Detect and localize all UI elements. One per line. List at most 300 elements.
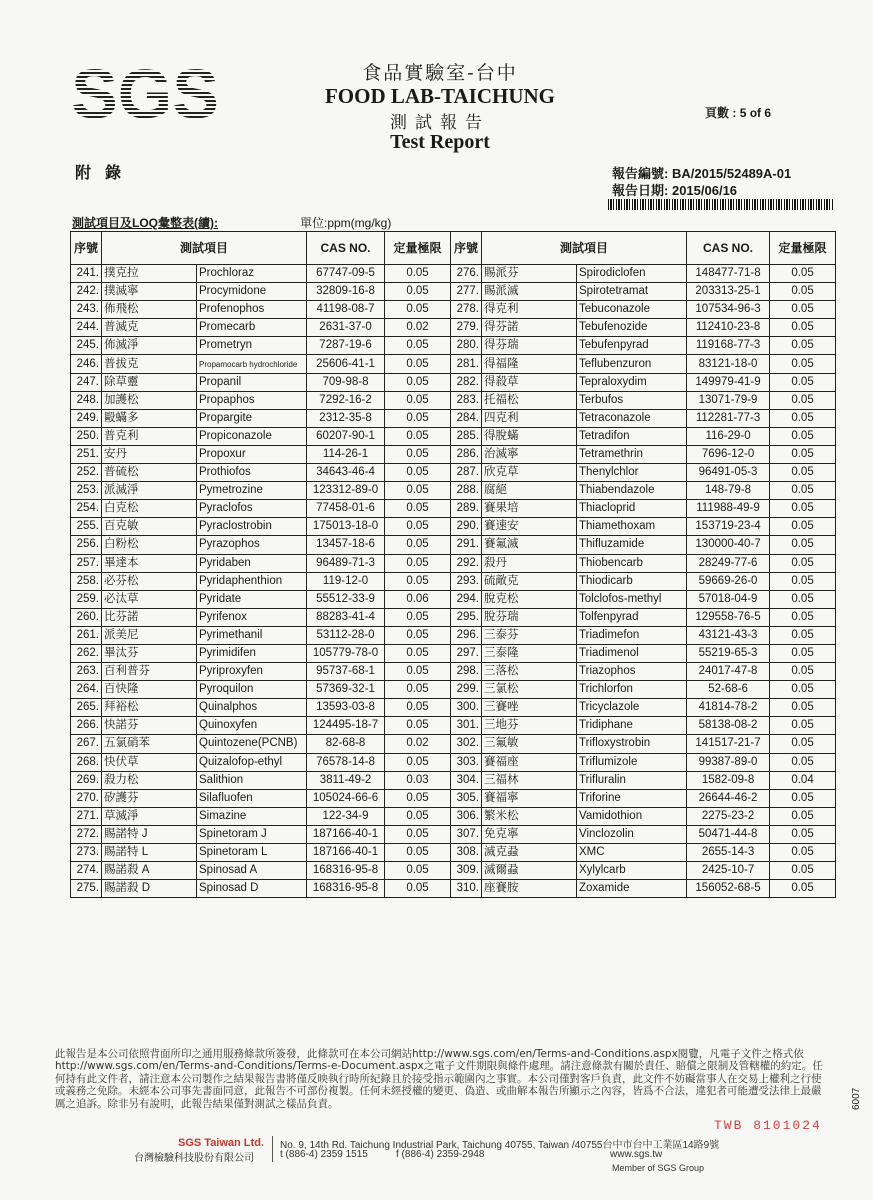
loq-value: 0.05 [770,572,836,590]
item-name-en: Propanil [197,373,307,391]
cas-number: 25606-41-1 [307,355,385,373]
item-name-en: Spirodiclofen [577,265,687,283]
item-name-zh: 賜諾殺 A [102,862,197,880]
cas-number: 57369-32-1 [307,681,385,699]
table-row [71,500,836,518]
item-number: 278. [451,301,482,319]
loq-value: 0.05 [385,337,451,355]
item-name-zh: 三賽唑 [482,699,577,717]
loq-value: 0.05 [385,391,451,409]
report-title-en: Test Report [390,131,490,153]
cas-number: 13457-18-6 [307,536,385,554]
loq-value: 0.05 [385,644,451,662]
item-number: 306. [451,807,482,825]
item-number: 286. [451,445,482,463]
page-number: 頁數 : 5 of 6 [705,106,772,120]
loq-value: 0.05 [770,825,836,843]
item-name-zh: 賜諾特 J [102,825,197,843]
table-row [71,681,836,699]
loq-value: 0.05 [770,373,836,391]
cas-number: 41198-08-7 [307,301,385,319]
item-name-zh: 得克利 [482,301,577,319]
item-number: 309. [451,862,482,880]
item-name-en: Terbufos [577,391,687,409]
item-number: 261. [71,626,102,644]
item-name-en: Pyroquilon [197,681,307,699]
loq-value: 0.05 [770,590,836,608]
item-number: 263. [71,663,102,681]
table-row [71,337,836,355]
item-number: 292. [451,554,482,572]
header-item: 測試項目 [102,232,307,265]
item-name-zh: 得芬諾 [482,319,577,337]
item-number: 254. [71,500,102,518]
item-name-zh: 撲克拉 [102,265,197,283]
item-number: 280. [451,337,482,355]
item-number: 294. [451,590,482,608]
item-name-zh: 白克松 [102,500,197,518]
item-name-zh: 賜派滅 [482,283,577,301]
item-number: 276. [451,265,482,283]
table-row [71,445,836,463]
table-row [71,518,836,536]
item-name-zh: 畢汰芬 [102,644,197,662]
item-number: 258. [71,572,102,590]
loq-value: 0.05 [385,880,451,898]
loq-value: 0.05 [770,391,836,409]
table-row [71,807,836,825]
item-name-en: Spinetoram L [197,844,307,862]
item-number: 293. [451,572,482,590]
item-number: 242. [71,283,102,301]
loq-value: 0.05 [770,807,836,825]
report-number: 報告編號: BA/2015/52489A-01 [612,166,792,181]
loq-value: 0.05 [770,482,836,500]
item-name-zh: 三地芬 [482,717,577,735]
item-name-zh: 百利普芬 [102,663,197,681]
item-name-zh: 毆蟎多 [102,409,197,427]
loq-value: 0.05 [770,844,836,862]
item-name-zh: 草滅淨 [102,807,197,825]
loq-value: 0.06 [385,590,451,608]
cas-number: 7696-12-0 [687,445,770,463]
item-name-en: Pyrazophos [197,536,307,554]
item-name-en: Promecarb [197,319,307,337]
item-name-zh: 普滅克 [102,319,197,337]
loq-value: 0.05 [385,572,451,590]
cas-number: 96491-05-3 [687,464,770,482]
company-name-zh: 台灣檢驗科技股份有限公司 [134,1153,254,1164]
loq-value: 0.05 [385,681,451,699]
company-website: www.sgs.tw [610,1149,663,1160]
item-name-en: Triadimefon [577,626,687,644]
loq-value: 0.05 [770,626,836,644]
loq-value: 0.05 [770,536,836,554]
item-name-en: Tricyclazole [577,699,687,717]
item-number: 282. [451,373,482,391]
cas-number: 13593-03-8 [307,699,385,717]
loq-value: 0.05 [385,825,451,843]
cas-number: 148-79-8 [687,482,770,500]
item-name-en: Xylylcarb [577,862,687,880]
member-of-group: Member of SGS Group [612,1163,705,1173]
header-loq: 定量極限 [770,232,836,265]
loq-value: 0.05 [385,844,451,862]
cas-number: 168316-95-8 [307,862,385,880]
item-number: 253. [71,482,102,500]
item-name-en: Tolclofos-methyl [577,590,687,608]
table-row [71,301,836,319]
item-number: 300. [451,699,482,717]
cas-number: 187166-40-1 [307,825,385,843]
item-name-zh: 腐絕 [482,482,577,500]
loq-value: 0.05 [770,445,836,463]
report-title-zh: 測試報告 [390,113,490,133]
item-number: 303. [451,753,482,771]
item-name-zh: 托福松 [482,391,577,409]
item-name-en: Prothiofos [197,464,307,482]
item-name-zh: 快伏草 [102,753,197,771]
loq-value: 0.05 [770,518,836,536]
loq-table [70,231,836,898]
loq-value: 0.03 [385,771,451,789]
loq-value: 0.05 [385,663,451,681]
item-name-en: Pyridaben [197,554,307,572]
item-name-zh: 滅爾蝨 [482,862,577,880]
item-number: 288. [451,482,482,500]
item-number: 260. [71,608,102,626]
item-name-en: Quizalofop-ethyl [197,753,307,771]
item-name-en: Quinalphos [197,699,307,717]
item-name-en: Thenylchlor [577,464,687,482]
loq-value: 0.05 [770,644,836,662]
item-name-zh: 比芬諾 [102,608,197,626]
item-name-zh: 必芬松 [102,572,197,590]
item-name-zh: 座賽胺 [482,880,577,898]
loq-value: 0.05 [385,283,451,301]
loq-value: 0.05 [770,427,836,445]
cas-number: 153719-23-4 [687,518,770,536]
item-number: 283. [451,391,482,409]
loq-value: 0.05 [770,337,836,355]
item-name-en: Profenophos [197,301,307,319]
item-number: 287. [451,464,482,482]
item-name-en: Triforine [577,789,687,807]
cas-number: 122-34-9 [307,807,385,825]
cas-number: 83121-18-0 [687,355,770,373]
item-number: 262. [71,644,102,662]
cas-number: 2425-10-7 [687,862,770,880]
item-number: 296. [451,626,482,644]
loq-value: 0.05 [770,862,836,880]
item-number: 251. [71,445,102,463]
item-name-en: Propiconazole [197,427,307,445]
item-number: 243. [71,301,102,319]
loq-value: 0.05 [770,554,836,572]
loq-value: 0.05 [770,717,836,735]
cas-number: 130000-40-7 [687,536,770,554]
table-row [71,427,836,445]
item-name-zh: 畢達本 [102,554,197,572]
loq-value: 0.05 [385,789,451,807]
item-name-en: Trichlorfon [577,681,687,699]
item-number: 295. [451,608,482,626]
cas-number: 67747-09-5 [307,265,385,283]
loq-value: 0.05 [770,681,836,699]
item-name-en: Trifloxystrobin [577,735,687,753]
item-name-zh: 加護松 [102,391,197,409]
loq-value: 0.05 [770,265,836,283]
table-row [71,536,836,554]
loq-value: 0.05 [770,319,836,337]
item-name-zh: 免克寧 [482,825,577,843]
item-number: 298. [451,663,482,681]
item-name-en: Tebufenozide [577,319,687,337]
disclaimer-text: 此報告是本公司依照背面所印之通用服務條款所簽發，此條款可在本公司網站http://www.sgs.com/en/Terms-and-Conditions.aspx閱覽，凡電子文件之格式依http://www.sgs.com/en/Terms-and-Conditions/Terms-e-Document.aspx之電子文件期限與條件處理。請注意條款有關於責任、賠償之限制及管轄權的約定。任何持有此文件者，請注意本公司製作之結果報告書將僅反映執行時所紀錄且於接受指示範圍內之事實。本公司僅對客戶負責，此文件不妨礙當事人在交易上權利之行使或義務之免除。未經本公司事先書面同意，此報告不可部份複製。任何未經授權的變更、偽造、或曲解本報告所顯示之內容，皆爲不合法，違犯者可能遭受法律上最嚴厲之追訴。除非另有說明，此報告結果僅對測試之樣品負責。 [55,1048,823,1110]
item-name-zh: 三泰隆 [482,644,577,662]
cas-number: 50471-44-8 [687,825,770,843]
item-name-en: Silafluofen [197,789,307,807]
cas-number: 175013-18-0 [307,518,385,536]
item-number: 265. [71,699,102,717]
loq-value: 0.05 [385,427,451,445]
item-name-en: Zoxamide [577,880,687,898]
cas-number: 187166-40-1 [307,844,385,862]
item-name-zh: 賽果培 [482,500,577,518]
item-number: 266. [71,717,102,735]
cas-number: 107534-96-3 [687,301,770,319]
item-name-zh: 三落松 [482,663,577,681]
cas-number: 55512-33-9 [307,590,385,608]
cas-number: 77458-01-6 [307,500,385,518]
item-number: 259. [71,590,102,608]
item-number: 277. [451,283,482,301]
item-name-zh: 賜諾特 L [102,844,197,862]
lab-name-en: FOOD LAB-TAICHUNG [324,84,556,108]
cas-number: 105024-66-6 [307,789,385,807]
item-name-en: Spinosad D [197,880,307,898]
cas-number: 34643-46-4 [307,464,385,482]
loq-value: 0.05 [770,355,836,373]
item-name-en: Tetraconazole [577,409,687,427]
item-name-en: Tridiphane [577,717,687,735]
loq-value: 0.05 [770,409,836,427]
company-phone: t (886-4) 2359 1515 [280,1149,368,1160]
item-number: 247. [71,373,102,391]
item-name-en: Thiabendazole [577,482,687,500]
table-row [71,753,836,771]
item-name-en: Tetradifon [577,427,687,445]
item-name-zh: 得芬瑞 [482,337,577,355]
cas-number: 148477-71-8 [687,265,770,283]
cas-number: 116-29-0 [687,427,770,445]
item-name-en: XMC [577,844,687,862]
item-number: 273. [71,844,102,862]
item-name-en: Spirotetramat [577,283,687,301]
cas-number: 129558-76-5 [687,608,770,626]
cas-number: 57018-04-9 [687,590,770,608]
item-name-zh: 硫敵克 [482,572,577,590]
item-name-zh: 派滅淨 [102,482,197,500]
cas-number: 2275-23-2 [687,807,770,825]
table-title: 測試項目及LOQ彙整表(續): [72,216,218,230]
item-number: 268. [71,753,102,771]
item-name-en: Triadimenol [577,644,687,662]
item-name-en: Spinetoram J [197,825,307,843]
cas-number: 105779-78-0 [307,644,385,662]
loq-value: 0.04 [770,771,836,789]
loq-value: 0.05 [385,500,451,518]
loq-value: 0.05 [385,554,451,572]
item-name-en: Pyraclostrobin [197,518,307,536]
cas-number: 203313-25-1 [687,283,770,301]
item-name-en: Propaphos [197,391,307,409]
sgs-logo [70,52,220,132]
item-number: 297. [451,644,482,662]
item-number: 308. [451,844,482,862]
table-row [71,482,836,500]
item-name-zh: 四克利 [482,409,577,427]
item-name-en: Quinoxyfen [197,717,307,735]
table-row [71,663,836,681]
item-name-en: Tebuconazole [577,301,687,319]
item-number: 299. [451,681,482,699]
table-row [71,789,836,807]
item-number: 248. [71,391,102,409]
item-name-zh: 佈飛松 [102,301,197,319]
table-row [71,771,836,789]
item-name-zh: 三氯松 [482,681,577,699]
cas-number: 7287-19-6 [307,337,385,355]
item-number: 272. [71,825,102,843]
item-name-en: Prochloraz [197,265,307,283]
appendix-heading: 附錄 [75,163,136,182]
loq-value: 0.05 [385,807,451,825]
item-name-zh: 殺力松 [102,771,197,789]
cas-number: 2655-14-3 [687,844,770,862]
item-name-zh: 滅克蝨 [482,844,577,862]
loq-value: 0.05 [385,518,451,536]
item-name-zh: 百快隆 [102,681,197,699]
item-name-en: Trifluralin [577,771,687,789]
cas-number: 96489-71-3 [307,554,385,572]
cas-number: 156052-68-5 [687,880,770,898]
loq-value: 0.05 [385,626,451,644]
item-name-en: Triflumizole [577,753,687,771]
item-number: 249. [71,409,102,427]
item-name-en: Salithion [197,771,307,789]
item-name-zh: 賽福寧 [482,789,577,807]
item-name-en: Propoxur [197,445,307,463]
header-item: 測試項目 [482,232,687,265]
item-name-en: Tepraloxydim [577,373,687,391]
item-name-zh: 撲滅寧 [102,283,197,301]
loq-value: 0.05 [770,608,836,626]
item-name-en: Spinosad A [197,862,307,880]
loq-value: 0.05 [385,608,451,626]
item-number: 305. [451,789,482,807]
header-no: 序號 [71,232,102,265]
cas-number: 149979-41-9 [687,373,770,391]
loq-value: 0.05 [770,735,836,753]
item-number: 279. [451,319,482,337]
cas-number: 52-68-6 [687,681,770,699]
item-name-en: Tetramethrin [577,445,687,463]
company-name-en: SGS Taiwan Ltd. [178,1137,264,1149]
cas-number: 2631-37-0 [307,319,385,337]
item-name-zh: 脫克松 [482,590,577,608]
cas-number: 58138-08-2 [687,717,770,735]
loq-value: 0.05 [385,301,451,319]
cas-number: 112281-77-3 [687,409,770,427]
company-fax: f (886-4) 2359-2948 [396,1149,485,1160]
item-number: 281. [451,355,482,373]
item-name-zh: 得脫蟎 [482,427,577,445]
cas-number: 53112-28-0 [307,626,385,644]
item-name-en: Pyridate [197,590,307,608]
table-row [71,844,836,862]
item-name-en: Tebufenpyrad [577,337,687,355]
report-date: 報告日期: 2015/06/16 [612,183,738,198]
loq-value: 0.05 [385,482,451,500]
item-number: 270. [71,789,102,807]
cas-number: 709-98-8 [307,373,385,391]
table-row [71,373,836,391]
item-name-en: Prometryn [197,337,307,355]
item-name-en: Triazophos [577,663,687,681]
item-name-en: Pyrifenox [197,608,307,626]
item-name-zh: 普克利 [102,427,197,445]
item-number: 304. [451,771,482,789]
item-number: 245. [71,337,102,355]
table-row [71,355,836,373]
table-row [71,862,836,880]
item-number: 274. [71,862,102,880]
item-name-zh: 脫芬瑞 [482,608,577,626]
item-name-zh: 安丹 [102,445,197,463]
loq-value: 0.05 [385,862,451,880]
item-name-zh: 佈滅淨 [102,337,197,355]
table-row [71,644,836,662]
item-name-zh: 殺丹 [482,554,577,572]
item-name-zh: 除草靈 [102,373,197,391]
item-name-en: Thifluzamide [577,536,687,554]
item-name-zh: 三泰芬 [482,626,577,644]
item-number: 252. [71,464,102,482]
item-number: 267. [71,735,102,753]
item-name-zh: 拜裕松 [102,699,197,717]
cas-number: 141517-21-7 [687,735,770,753]
cas-number: 123312-89-0 [307,482,385,500]
item-name-en: Thiodicarb [577,572,687,590]
item-number: 256. [71,536,102,554]
item-name-en: Teflubenzuron [577,355,687,373]
item-name-zh: 賽福座 [482,753,577,771]
item-name-zh: 百克敏 [102,518,197,536]
item-name-en: Thiacloprid [577,500,687,518]
table-unit: 單位:ppm(mg/kg) [300,216,392,230]
item-name-zh: 三福林 [482,771,577,789]
item-number: 241. [71,265,102,283]
item-number: 307. [451,825,482,843]
item-number: 257. [71,554,102,572]
item-number: 264. [71,681,102,699]
item-number: 310. [451,880,482,898]
loq-value: 0.05 [385,355,451,373]
item-name-zh: 賜派芬 [482,265,577,283]
table-row [71,590,836,608]
item-name-zh: 賽氟滅 [482,536,577,554]
